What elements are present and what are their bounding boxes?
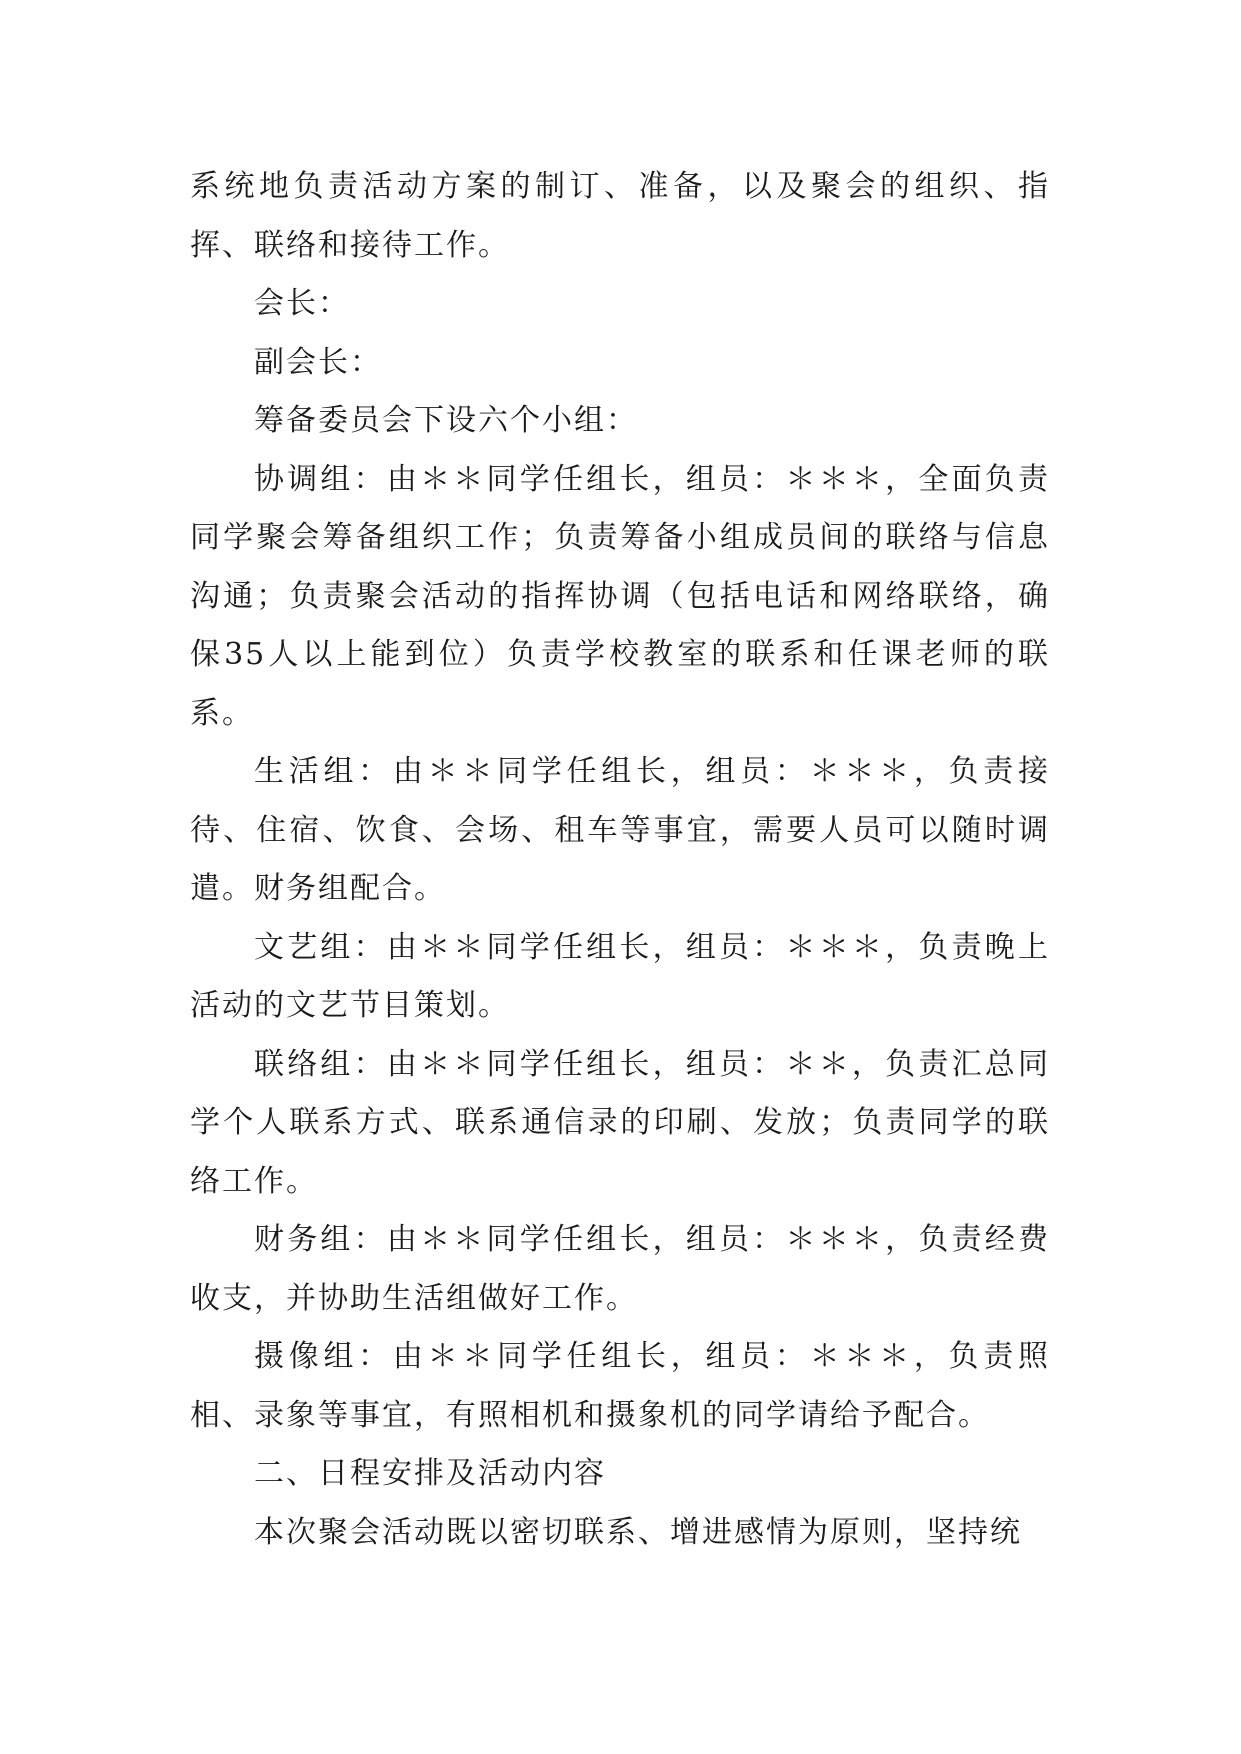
paragraph-president: 会长： <box>254 286 350 321</box>
paragraph-finance-group: 财务组：由＊＊同学任组长，组员：＊＊＊，负责经费收支，并协助生活组做好工作。 <box>190 1222 1050 1316</box>
paragraph-living-group: 生活组：由＊＊同学任组长，组员：＊＊＊，负责接待、住宿、饮食、会场、租车等事宜，需要人员可以随时调遣。财务组配合。 <box>190 754 1050 906</box>
paragraph-coordination-group: 协调组：由＊＊同学任组长，组员：＊＊＊，全面负责同学聚会筹备组织工作；负责筹备小组成员间的联络与信息沟通；负责聚会活动的指挥协调（包括电话和网络联络，确保35人以上能到位）负责学校教室的联系和任课老师的联系。 <box>190 461 1050 731</box>
document-body <box>190 158 1050 1562</box>
paragraph-liaison-group: 联络组：由＊＊同学任组长，组员：＊＊，负责汇总同学个人联系方式、联系通信录的印刷、发放；负责同学的联络工作。 <box>190 1046 1050 1199</box>
paragraph-schedule-intro: 本次聚会活动既以密切联系、增进感情为原则，坚持统 <box>254 1514 1022 1550</box>
paragraph-intro: 系统地负责活动方案的制订、准备，以及聚会的组织、指挥、联络和接待工作。 <box>190 169 1050 263</box>
paragraph-arts-group: 文艺组：由＊＊同学任组长，组员：＊＊＊，负责晚上活动的文艺节目策划。 <box>190 929 1050 1023</box>
paragraph-camera-group: 摄像组：由＊＊同学任组长，组员：＊＊＊，负责照相、录象等事宜，有照相机和摄象机的同学请给予配合。 <box>190 1339 1050 1433</box>
section-heading-schedule: 二、日程安排及活动内容 <box>254 1456 606 1491</box>
paragraph-vice-president: 副会长： <box>254 344 382 380</box>
paragraph-committee-groups: 筹备委员会下设六个小组： <box>254 403 638 438</box>
